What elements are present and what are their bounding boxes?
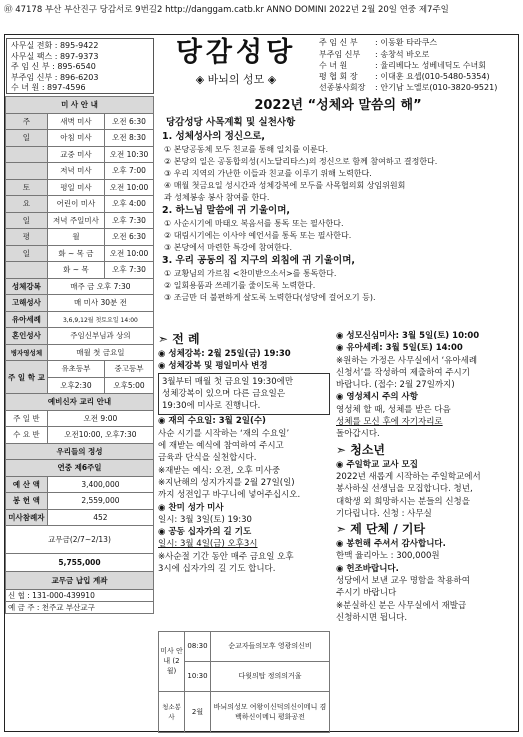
notice-line: 기다립니다. 신청 : 사무실: [336, 508, 432, 519]
offering-label: 봉 헌 액: [6, 493, 48, 510]
notice-box: [158, 373, 330, 416]
mass-table-group: 바뇌의성모 여왕이신덕의신이메니 겸백하신이메니 평화공전: [211, 691, 330, 733]
group-label: 일: [6, 130, 48, 147]
notice-title: ◉ 성체강복: 2월 25일(금) 19:30: [158, 349, 291, 359]
notice-line: ※재받는 예식: 오전, 오후 미사중: [158, 465, 281, 476]
notice-line: ※분실하신 분은 사무실에서 재발급: [336, 600, 467, 611]
plan-item: ④ 매월 첫금요일 성시간과 성체강복에 모두를 사목협의회 상임위원회: [164, 181, 406, 190]
notice-line: 신청하시면 됩니다.: [336, 612, 408, 623]
staff-role: 부주임 신부: [319, 49, 361, 59]
notice-title: ◉ 공동 십자가의 길 기도: [158, 527, 252, 538]
sacrament-value: 매주 금 오후 7:30: [47, 278, 153, 295]
mass-name: 아침 미사: [47, 130, 104, 147]
staff-role: 선종봉사회장: [319, 83, 366, 93]
notice-line: ※지난해의 성지가지를 2월 27일(일): [158, 477, 295, 488]
mass-name: 저녁 미사: [47, 163, 104, 180]
mass-name: 저녁 주일미사: [47, 212, 104, 229]
plan-item: ② 대림시기에는 이사야 예언서를 통독 또는 필사한다.: [164, 231, 352, 240]
group-label: 주: [6, 113, 48, 130]
left-sidebar: [5, 96, 153, 614]
account-title: 교무금 납입 계좌: [6, 572, 154, 590]
mass-name: 교중 미사: [47, 146, 104, 163]
mass-time: 오전 10:00: [105, 245, 154, 262]
plan-item: ① 본당공동체 모두 친교를 통해 일치를 이룬다.: [164, 145, 329, 154]
offering-label: 미사참례자: [6, 509, 48, 526]
plan-item: ① 교황님의 가르침 <찬미받으소서>를 통독한다.: [164, 269, 337, 278]
group-label: [6, 146, 48, 163]
parish-subtitle: ◈ 바뇌의 성모 ◈: [195, 73, 277, 86]
mass-name: 평일 미사: [47, 179, 104, 196]
staff-name: 안기남 노엘로(010-3820-9521): [380, 83, 498, 93]
mass-name: 새벽 미사: [47, 113, 104, 130]
offering-total: 5,755,000: [6, 554, 154, 572]
notice-line: 성체강복이 있으며 다른 금요일은: [162, 388, 286, 399]
notice-title: ◉ 유아세례: 3월 5일(토) 14:00: [336, 343, 463, 354]
mass-table-group: 다윗의탑 정의의거울: [211, 661, 330, 691]
sacrament-value: 매 미사 30분 전: [47, 295, 153, 312]
school-cell: 중고등부: [105, 361, 154, 378]
offering-value: 452: [47, 509, 153, 526]
mass-schedule-table: [5, 96, 154, 614]
year-theme: 2022년 “성체와 말씀의 해”: [254, 98, 422, 113]
contact-line: 수 녀 원 : 897-4596: [11, 83, 86, 93]
sacrament-value: 3,6,9,12월 첫토요일 14:00: [47, 311, 153, 328]
staff-role: 수 녀 원: [319, 60, 348, 70]
bulletin-header: ㊞ 47178 부산 부산진구 당감서로 9번길2 http://danggam.catb.kr ANNO DOMINI 2022년 2월 20일 연중 제7주일: [4, 5, 449, 15]
mass-table-time: 10:30: [185, 661, 211, 691]
notice-line: 일시: 3월 3일(토) 19:30: [158, 514, 252, 525]
group-label: 요: [6, 196, 48, 213]
notice-line: 신청서’를 작성하여 제출하여 주시기: [336, 367, 470, 378]
prep-title: 예비신자 교리 안내: [6, 394, 154, 411]
account-line: 신 협 : 131-000-439910: [6, 590, 154, 602]
mass-time: 오전 6:30: [105, 113, 154, 130]
mass-intention-table: 미사 안 내 (2월) 08:30 순교자들의모후 영광의신비 10:30 다윗의탑 정의의거울 청소봉사 2월 바뇌의성모 여왕이신덕의신이메니 겸백하신이메니 평화공전: [158, 631, 330, 733]
mass-time: 오전 8:30: [105, 130, 154, 147]
notice-line: 금육과 단식을 실천합시다.: [158, 453, 257, 464]
plan-item: ① 사순시기에 마태오 복음서를 통독 또는 필사한다.: [164, 219, 344, 228]
notice-line: 바랍니다. (접수: 2월 27일까지): [336, 380, 455, 391]
mass-name: 화 ~ 목: [47, 262, 104, 279]
notice-line: 한맥 율리아노 : 300,000원: [336, 551, 440, 562]
pastoral-plan: [158, 98, 518, 324]
plan-heading: 2. 하느님 말씀에 귀 기울이며,: [162, 205, 291, 216]
notice-line: 일시: 3월 4일(금) 오후3시: [158, 539, 258, 550]
staff-table: 주 임 신 부 : 이동환 타라쿠스 부주임 신부 : 송창석 바오로 수 녀 원 : 율리베다노 성베네딕도 수녀회 평 협 회 장 : 이대훈 요셉(010-5480-5354) 선종봉사회장 : 안기남 노엘로(010-3820-9521): [318, 38, 517, 94]
contact-line: 사무실 전화 : 895-9422: [11, 41, 99, 50]
plan-item: ③ 조금만 더 불편하게 살도록 노력한다(성당에 걸어오기 등).: [164, 293, 376, 302]
mass-name: 어린이 미사: [47, 196, 104, 213]
notice-line: 봉사하실 선생님을 모집합니다. 청년,: [336, 484, 473, 495]
mass-time: 오전 10:00: [105, 179, 154, 196]
notice-line: 영성체 할 때, 성체를 받은 다음: [336, 404, 451, 415]
group-label: 평: [6, 229, 48, 246]
notice-line: 사순 시기를 시작하는 ‘재의 수요일’: [158, 428, 290, 439]
offering-value: 3,400,000: [47, 476, 153, 493]
prep-label: 주 일 반: [6, 410, 48, 427]
groups-heading: ➣ 제 단체 / 기타: [336, 522, 426, 537]
group-label: [6, 262, 48, 279]
parish-title: 당감성당: [175, 37, 297, 68]
group-label: [6, 163, 48, 180]
plan-item: 과 성체봉송 봉사 참여를 한다.: [164, 193, 270, 202]
notice-line: 성체를 모신 후에 자기자리로: [336, 417, 443, 428]
sacrament-value: 주임신부님과 상의: [47, 328, 153, 345]
mass-time: 오전 10:30: [105, 146, 154, 163]
notice-line: 성당에서 보낸 교우 명함을 착용하여: [336, 576, 470, 587]
mass-table-group: 순교자들의모후 영광의신비: [211, 632, 330, 662]
staff-name: 송창석 바오로: [380, 49, 430, 59]
sacrament-label: 유아세례: [6, 311, 48, 328]
youth-heading: ➣ 청소년: [336, 442, 386, 457]
mass-time: 오전 6:30: [105, 229, 154, 246]
notice-line: ※사순절 기간 동안 매주 금요일 오후: [158, 551, 294, 562]
school-cell: 오후5:00: [105, 377, 154, 394]
plan-item: ③ 우리 지역의 가난한 이들과 친교를 이루기 위해 노력한다.: [164, 169, 372, 178]
notice-title: ◉ 봉헌해 주셔서 감사합니다.: [336, 539, 446, 550]
sacrament-label: 혼인성사: [6, 328, 48, 345]
mass-time: 오후 4:00: [105, 196, 154, 213]
contact-box: [6, 38, 154, 94]
notice-title: ◉ 재의 수요일: 3월 2일(수): [158, 416, 266, 427]
notice-title: ◉ 성체강복 및 평일미사 변경: [158, 361, 268, 372]
sunday-school-label: 주 일 학 교: [6, 361, 48, 394]
sacrament-label: 성체강복: [6, 278, 48, 295]
staff-name: 이동환 타라쿠스: [380, 38, 438, 48]
staff-role: 평 협 회 장: [319, 71, 358, 81]
contact-line: 사무실 팩스 : 897-9373: [11, 51, 99, 61]
notice-line: 까지 성전입구 바구니에 넣어주십시오.: [158, 490, 301, 501]
staff-name: 율리베다노 성베네딕도 수녀회: [380, 60, 486, 70]
prep-time: 오전10:00, 오후7:30: [47, 427, 153, 444]
mass-name: 화 ~ 목 금: [47, 245, 104, 262]
staff-role: 주 임 신 부: [319, 38, 358, 48]
notice-line: ※원하는 가정은 사무실에서 ‘유아세례: [336, 355, 478, 366]
mass-time: 오후 7:00: [105, 163, 154, 180]
mass-schedule-title: 미 사 안 내: [6, 97, 154, 114]
sacrament-value: 매월 첫 금요일: [47, 344, 153, 361]
notice-title: ◉ 찬미 성가 미사: [158, 502, 224, 513]
mass-table-time: 2월: [185, 691, 211, 733]
notices-column: [336, 330, 518, 624]
plan-heading: 1. 성체성사의 정신으로,: [162, 131, 266, 142]
notice-line: 주시기 바랍니다: [336, 588, 397, 599]
liturgy-column: [158, 330, 330, 575]
school-cell: 오후2:30: [47, 377, 104, 394]
notice-line: 돌아갑시다.: [336, 429, 380, 440]
school-cell: 유초등부: [47, 361, 104, 378]
sacrament-label: 고해성사: [6, 295, 48, 312]
group-label: 토: [6, 179, 48, 196]
group-label: 일: [6, 245, 48, 262]
contact-line: 부주임 신부 : 896-6203: [11, 72, 99, 82]
offering-title: 우리들의 정성: [6, 443, 154, 460]
staff-name: 이대훈 요셉(010-5480-5354): [380, 71, 490, 81]
notice-line: 3월부터 매월 첫 금요일 19:30에만: [162, 376, 294, 387]
plan-item: ③ 본당에서 마련한 특강에 참여한다.: [164, 243, 293, 252]
notice-line: 3시에 십자가의 길 기도 합니다.: [158, 564, 276, 575]
offering-value: 2,559,000: [47, 493, 153, 510]
offering-label: 예 산 액: [6, 476, 48, 493]
offering-period: 교무금(2/7~2/13): [6, 526, 154, 554]
offering-week: 연중 제6주일: [6, 460, 154, 477]
mass-name: 월: [47, 229, 104, 246]
notice-line: 2022년 새롭게 시작하는 주일학교에서: [336, 471, 481, 482]
notice-line: 에 재받는 예식에 참여하여 주시고: [158, 441, 284, 452]
notice-line: 19:30에 미사로 진행니다.: [162, 401, 261, 412]
group-label: 일: [6, 212, 48, 229]
mass-table-label: 미사 안 내 (2월): [159, 632, 185, 692]
plan-item: ② 일회용품과 쓰레기를 줄이도록 노력한다.: [164, 281, 316, 290]
account-line: 예 금 주 : 천주교 부산교구: [6, 602, 154, 614]
mass-table-time: 08:30: [185, 632, 211, 662]
plan-item: ② 본당의 일은 공동합의성(시노달리타스)의 정신으로 함께 참여하고 결정한다.: [164, 157, 438, 166]
plan-subtitle: 당감성당 사목계획 및 실천사항: [166, 117, 296, 128]
sacrament-label: 병자영성체: [6, 344, 48, 361]
notice-line: 대학생 외 희망하시는 분들의 신청을: [336, 496, 470, 507]
mass-time: 오후 7:30: [105, 262, 154, 279]
liturgy-heading: ➣ 전 례: [158, 332, 200, 346]
prep-time: 오전 9:00: [47, 410, 153, 427]
prep-label: 수 요 반: [6, 427, 48, 444]
notice-title: ◉ 성모신심미사: 3월 5일(토) 10:00: [336, 331, 480, 341]
notice-title: ◉ 주일학교 교사 모집: [336, 459, 418, 470]
plan-heading: 3. 우리 공동의 집 지구의 외침에 귀 기울이며,: [162, 255, 355, 266]
notice-title: ◉ 헌조바랍니다.: [336, 563, 399, 574]
mass-time: 오후 7:30: [105, 212, 154, 229]
contact-line: 주 임 신 부 : 895-6540: [11, 62, 96, 72]
masthead: [156, 36, 316, 96]
notice-title: ◉ 영성체시 주의 사항: [336, 392, 418, 403]
